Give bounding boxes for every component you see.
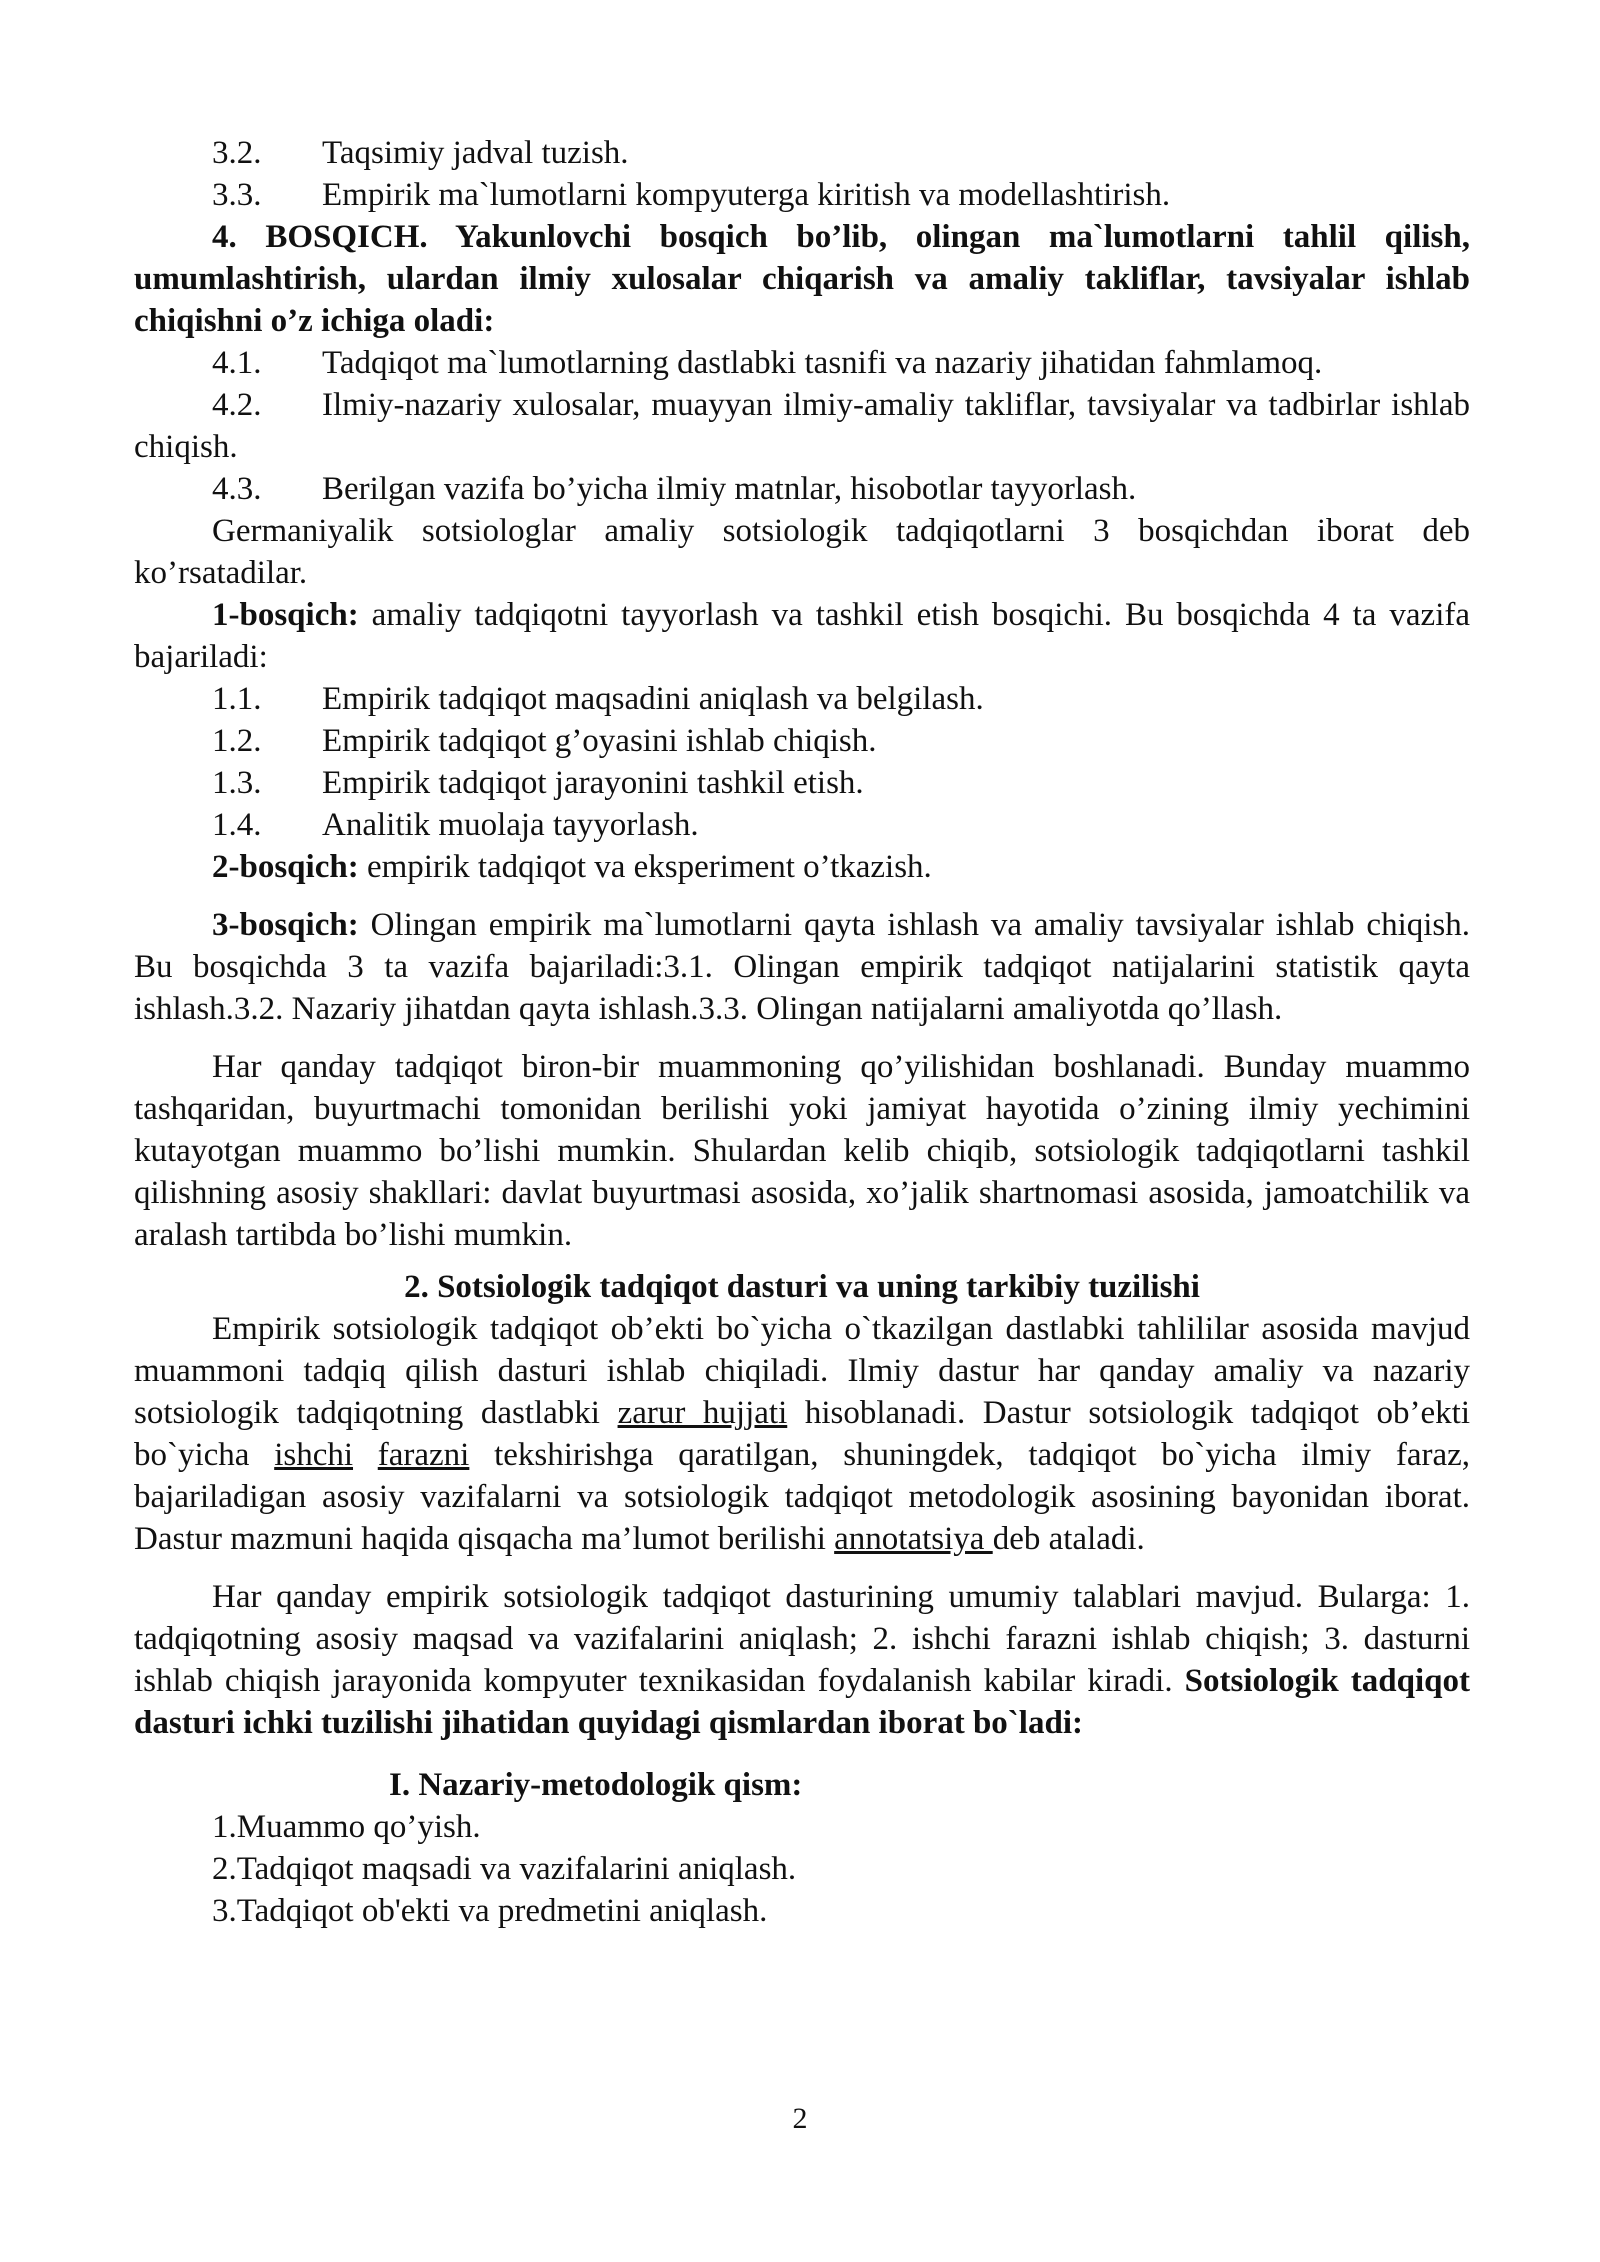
- underlined-term: farazni: [377, 1437, 470, 1473]
- item-number: 3.3.: [212, 177, 262, 213]
- stage3-label: 3-bosqich:: [212, 907, 359, 943]
- list-item: [134, 132, 1470, 174]
- germany-paragraph: Germaniyalik sotsiologlar amaliy sotsiologik tadqiqotlarni 3 bosqichdan iborat deb ko’rsatadilar.: [134, 513, 1470, 591]
- list-item: 2.Tadqiqot maqsadi va vazifalarini aniqlash.: [212, 1851, 797, 1887]
- item-number: 1.1.: [212, 681, 262, 717]
- underlined-term: annotatsiya: [834, 1521, 993, 1557]
- program-text-1: Empirik sotsiologik tadqiqot ob’ekti bo`yicha o`tkazilgan dastlabki tahlililar asosida mavjud muammoni tadqiq qilish dasturi ishlab chiqiladi. Ilmiy dastur har qanday amaliy va nazariy sotsiologik tadqiqotning dastlabki: [134, 1311, 1470, 1431]
- stage1-paragraph: [134, 594, 1470, 678]
- stage1-label: 1-bosqich:: [212, 597, 359, 633]
- item-text: Analitik muolaja tayyorlash.: [322, 807, 699, 843]
- underlined-term: ishchi: [274, 1437, 354, 1473]
- item-text: Tadqiqot ma`lumotlarning dastlabki tasnifi va nazariy jihatidan fahmlamoq.: [322, 345, 1323, 381]
- item-number: 3.2.: [212, 135, 262, 171]
- list-item: 1.Muammo qo’yish.: [212, 1809, 481, 1845]
- page-content: [134, 132, 1470, 1932]
- item-number: 1.4.: [212, 807, 262, 843]
- underlined-term: zarur hujjati: [617, 1395, 788, 1431]
- list-item: [134, 762, 1470, 804]
- program-text-3: [353, 1437, 378, 1473]
- list-item: [134, 804, 1470, 846]
- problem-paragraph: Har qanday tadqiqot biron-bir muammoning qo’yilishidan boshlanadi. Bunday muammo tashqaridan, buyurtmachi tomonidan berilishi yoki jamiyat hayotida o’zining ilmiy yechimini kutayotgan muammo bo’lishi mumkin. Shulardan kelib chiqib, sotsiologik tadqiqotlarni tashkil qilishning asosiy shakllari: davlat buyurtmasi asosida, xo’jalik shartnomasi asosida, jamoatchilik va aralash tartibda bo’lishi mumkin.: [134, 1049, 1470, 1253]
- item-number: 4.3.: [212, 471, 262, 507]
- stage3-text: Olingan empirik ma`lumotlarni qayta ishlash va amaliy tavsiyalar ishlab chiqish. Bu bosqichda 3 ta vazifa bajariladi:3.1. Olingan empirik tadqiqot natijalarini statistik qayta ishlash.3.2. Nazariy jihatdan qayta ishlash.3.3. Olingan natijalarni amaliyotda qo’llash.: [134, 907, 1470, 1027]
- requirements-paragraph: [134, 1576, 1470, 1744]
- program-text-4: tekshirishga qaratilgan, shuningdek, tadqiqot bo`yicha ilmiy faraz, bajariladigan asosiy vazifalarni va sotsiologik tadqiqot metodologik asosining bayonidan iborat. Dastur mazmuni haqida qisqacha ma’lumot berilishi: [134, 1437, 1470, 1557]
- list-item: [134, 342, 1470, 384]
- program-text-2: hisoblanadi. Dastur sotsiologik tadqiqot ob’ekti bo`yicha: [134, 1395, 1471, 1473]
- page-number: 2: [792, 2102, 808, 2135]
- item-text: Empirik tadqiqot jarayonini tashkil etish.: [322, 765, 864, 801]
- requirements-bold-text: Sotsiologik tadqiqot dasturi ichki tuzilishi jihatidan quyidagi qismlardan iborat bo`ladi:: [134, 1663, 1470, 1741]
- item-text: Ilmiy-nazariy xulosalar, muayyan ilmiy-amaliy takliflar, tavsiyalar va tadbirlar ishlab chiqish.: [134, 387, 1470, 465]
- stage2-paragraph: [134, 846, 1470, 888]
- list-item: [134, 468, 1470, 510]
- stage1-text: amaliy tadqiqotni tayyorlash va tashkil etish bosqichi. Bu bosqichda 4 ta vazifa bajariladi:: [134, 597, 1470, 675]
- list-item: 3.Tadqiqot ob'ekti va predmetini aniqlash.: [212, 1893, 768, 1929]
- item-number: 4.1.: [212, 345, 262, 381]
- list-item: [134, 720, 1470, 762]
- stage2-label: 2-bosqich:: [212, 849, 359, 885]
- program-paragraph: [134, 1308, 1470, 1560]
- item-number: 1.2.: [212, 723, 262, 759]
- stage2-text: empirik tadqiqot va eksperiment o’tkazish.: [358, 849, 932, 885]
- list-item: [134, 678, 1470, 720]
- list-item: [134, 174, 1470, 216]
- item-text: Empirik ma`lumotlarni kompyuterga kiritish va modellashtirish.: [322, 177, 1171, 213]
- program-text-5: deb ataladi.: [992, 1521, 1145, 1557]
- item-number: 4.2.: [212, 387, 262, 423]
- stage4-paragraph: 4. BOSQICH. Yakunlovchi bosqich bo’lib, olingan ma`lumotlarni tahlil qilish, umumlashtirish, ulardan ilmiy xulosalar chiqarish va amaliy takliflar, tavsiyalar ishlab chiqishni o’z ichiga oladi:: [134, 219, 1470, 339]
- list-item-wrapped: [134, 384, 1470, 468]
- part-heading: I. Nazariy-metodologik qism:: [389, 1767, 803, 1803]
- requirements-text: Har qanday empirik sotsiologik tadqiqot dasturining umumiy talablari mavjud. Bularga: 1. tadqiqotning asosiy maqsad va vazifalarini aniqlash; 2. ishchi farazni ishlab chiqish; 3. dasturni ishlab chiqish jarayonida kompyuter texnikasidan foydalanish kabilar kiradi.: [134, 1579, 1470, 1699]
- item-text: Taqsimiy jadval tuzish.: [322, 135, 629, 171]
- item-text: Empirik tadqiqot g’oyasini ishlab chiqish.: [322, 723, 877, 759]
- stage3-paragraph: [134, 904, 1470, 1030]
- section-heading: 2. Sotsiologik tadqiqot dasturi va uning tarkibiy tuzilishi: [404, 1269, 1200, 1305]
- item-number: 1.3.: [212, 765, 262, 801]
- item-text: Empirik tadqiqot maqsadini aniqlash va belgilash.: [322, 681, 984, 717]
- item-text: Berilgan vazifa bo’yicha ilmiy matnlar, hisobotlar tayyorlash.: [322, 471, 1137, 507]
